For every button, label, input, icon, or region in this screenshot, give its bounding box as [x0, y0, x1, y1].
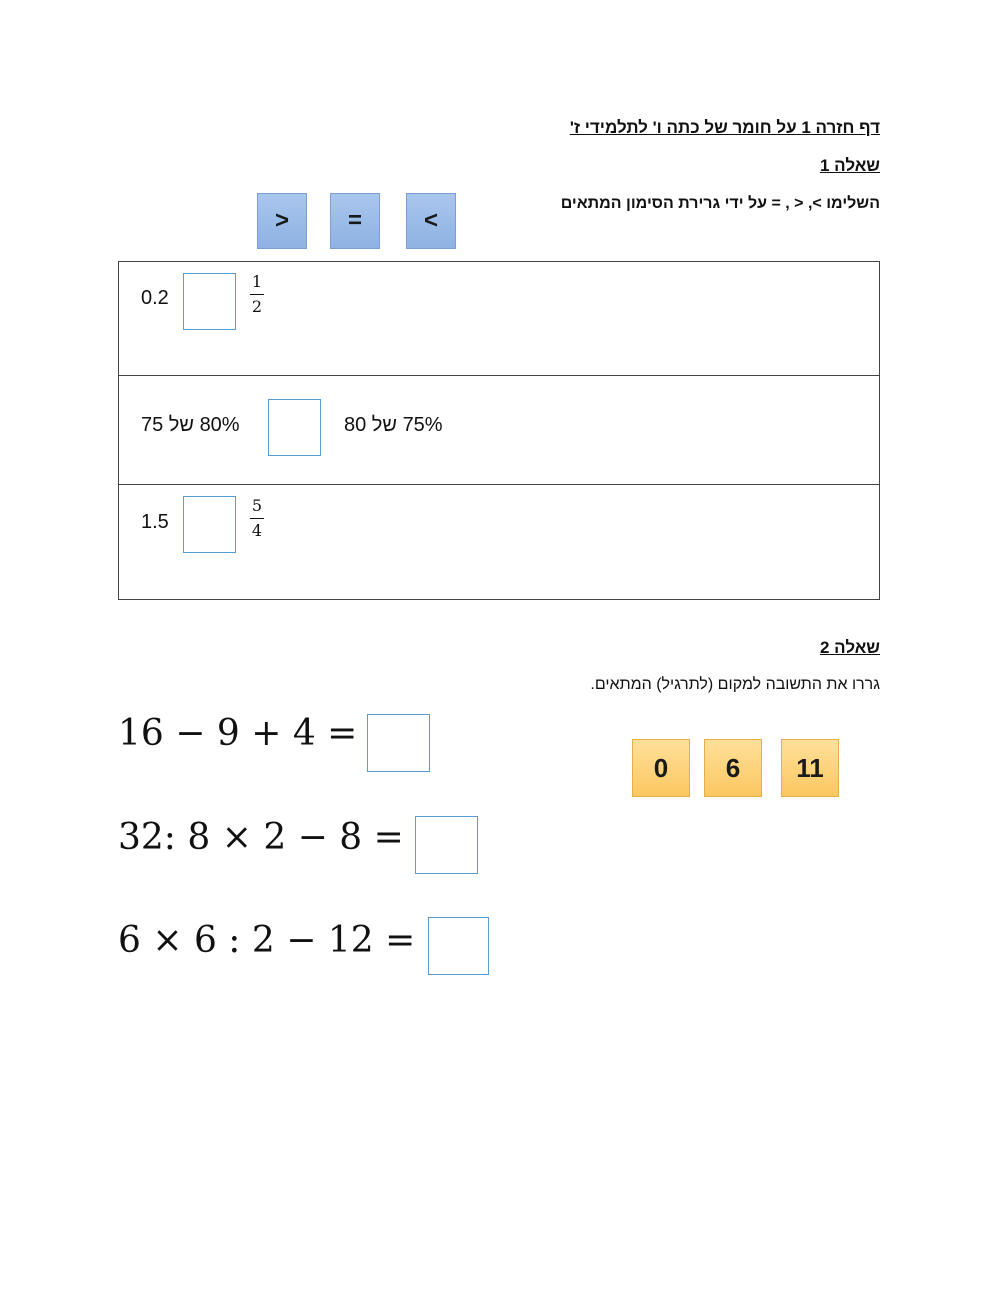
exercise-3-answer-box[interactable]: [428, 917, 489, 975]
row-1-denominator: 2: [251, 297, 263, 316]
row-2-left-value: 80% של 75: [141, 414, 240, 436]
row-2-answer-box[interactable]: [268, 399, 321, 456]
question-2-title: שאלה 2: [819, 638, 880, 657]
exercise-1-answer-box[interactable]: [367, 714, 430, 772]
row-1-left-value: 0.2: [141, 287, 169, 309]
row-3-left-value: 1.5: [141, 511, 169, 533]
row-3-denominator: 4: [251, 521, 263, 540]
symbol-tile-equal[interactable]: =: [330, 193, 380, 249]
table-divider: [119, 484, 879, 485]
row-1-fraction: [250, 274, 264, 315]
exercise-2-answer-box[interactable]: [415, 816, 478, 874]
row-2-right-value: 75% של 80: [344, 414, 443, 436]
symbol-tile-greater[interactable]: >: [257, 193, 307, 249]
table-divider: [119, 375, 879, 376]
exercise-2: 32: 8 × 2 − 8 =: [118, 817, 404, 858]
row-3-numerator: 5: [251, 496, 263, 515]
row-1-answer-box[interactable]: [183, 273, 236, 330]
question-1-title: שאלה 1: [819, 156, 880, 175]
answer-tile-6[interactable]: 6: [704, 739, 762, 797]
exercise-3: 6 × 6 : 2 − 12 =: [118, 920, 416, 961]
fraction-bar: [250, 518, 264, 519]
row-3-fraction: [250, 498, 264, 539]
answer-tile-11[interactable]: 11: [781, 739, 839, 797]
symbol-tile-less[interactable]: <: [406, 193, 456, 249]
fraction-bar: [250, 294, 264, 295]
question-2-instruction: גררו את התשובה למקום (לתרגיל) המתאים.: [590, 676, 880, 693]
comparison-table: [118, 261, 880, 600]
page-title: דף חזרה 1 על חומר של כתה ו' לתלמידי ז': [569, 118, 880, 137]
question-1-instruction: השלימו >, < , = על ידי גרירת הסימון המתאים: [560, 195, 880, 212]
row-3-answer-box[interactable]: [183, 496, 236, 553]
exercise-1: 16 − 9 + 4 =: [118, 713, 358, 754]
answer-tile-0[interactable]: 0: [632, 739, 690, 797]
row-1-numerator: 1: [251, 272, 263, 291]
